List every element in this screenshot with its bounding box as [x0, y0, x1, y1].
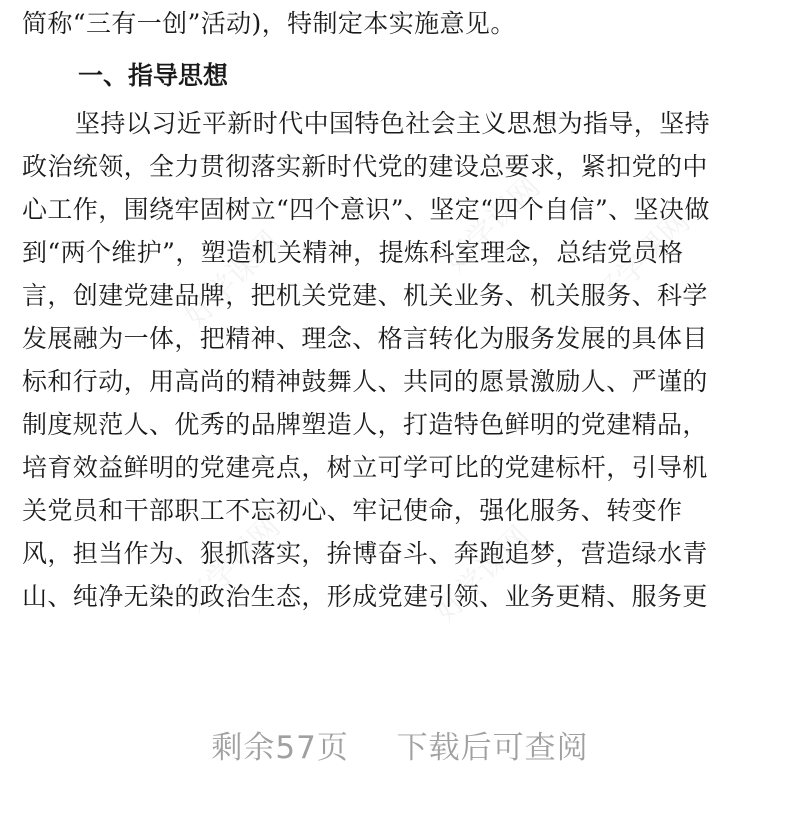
remaining-pages-count: 剩余57页 — [211, 730, 349, 766]
text-line: 风，担当作为、狠抓落实，拚博奋斗、奔跑追梦，营造绿水青 — [22, 539, 708, 568]
watermark: 好学课网 — [587, 204, 698, 315]
download-to-view-link[interactable]: 下载后可查阅 — [396, 730, 589, 766]
remaining-pages-notice[interactable] — [0, 722, 800, 767]
text-line: 制度规范人、优秀的品牌塑造人，打造特色鲜明的党建精品， — [22, 410, 708, 439]
text-line: 标和行动，用高尚的精神鼓舞人、共同的愿景激励人、严谨的 — [22, 367, 708, 396]
text-line: 简称“三有一创”活动)，特制定本实施意见。 — [22, 9, 516, 38]
text-line: 心工作，围绕牢固树立“四个意识”、坚定“四个自信”、坚决做 — [22, 195, 710, 224]
watermark: 好学课网 — [177, 509, 288, 620]
watermark: 好学课网 — [177, 224, 288, 335]
text-line: 关党员和干部职工不忘初心、牢记使命，强化服务、转变作 — [22, 496, 683, 525]
text-line: 发展融为一体，把精神、理念、格言转化为服务发展的具体目 — [22, 324, 708, 353]
text-line: 坚持以习近平新时代中国特色社会主义思想为指导，坚持 — [75, 109, 711, 138]
section-heading: 一、指导思想 — [78, 61, 229, 90]
watermark: 好学课网 — [437, 169, 548, 280]
watermark: 好学课网 — [427, 519, 538, 630]
text-line: 培育效益鲜明的党建亮点，树立可学可比的党建标杆，引导机 — [22, 453, 708, 482]
text-line: 政治统领，全力贯彻落实新时代党的建设总要求，紧扣党的中 — [22, 152, 708, 181]
text-line: 言，创建党建品牌，把机关党建、机关业务、机关服务、科学 — [22, 281, 708, 310]
text-line: 山、纯净无染的政治生态，形成党建引领、业务更精、服务更 — [22, 582, 708, 611]
text-line: 到“两个维护”，塑造机关精神，提炼科室理念，总结党员格 — [22, 238, 684, 267]
